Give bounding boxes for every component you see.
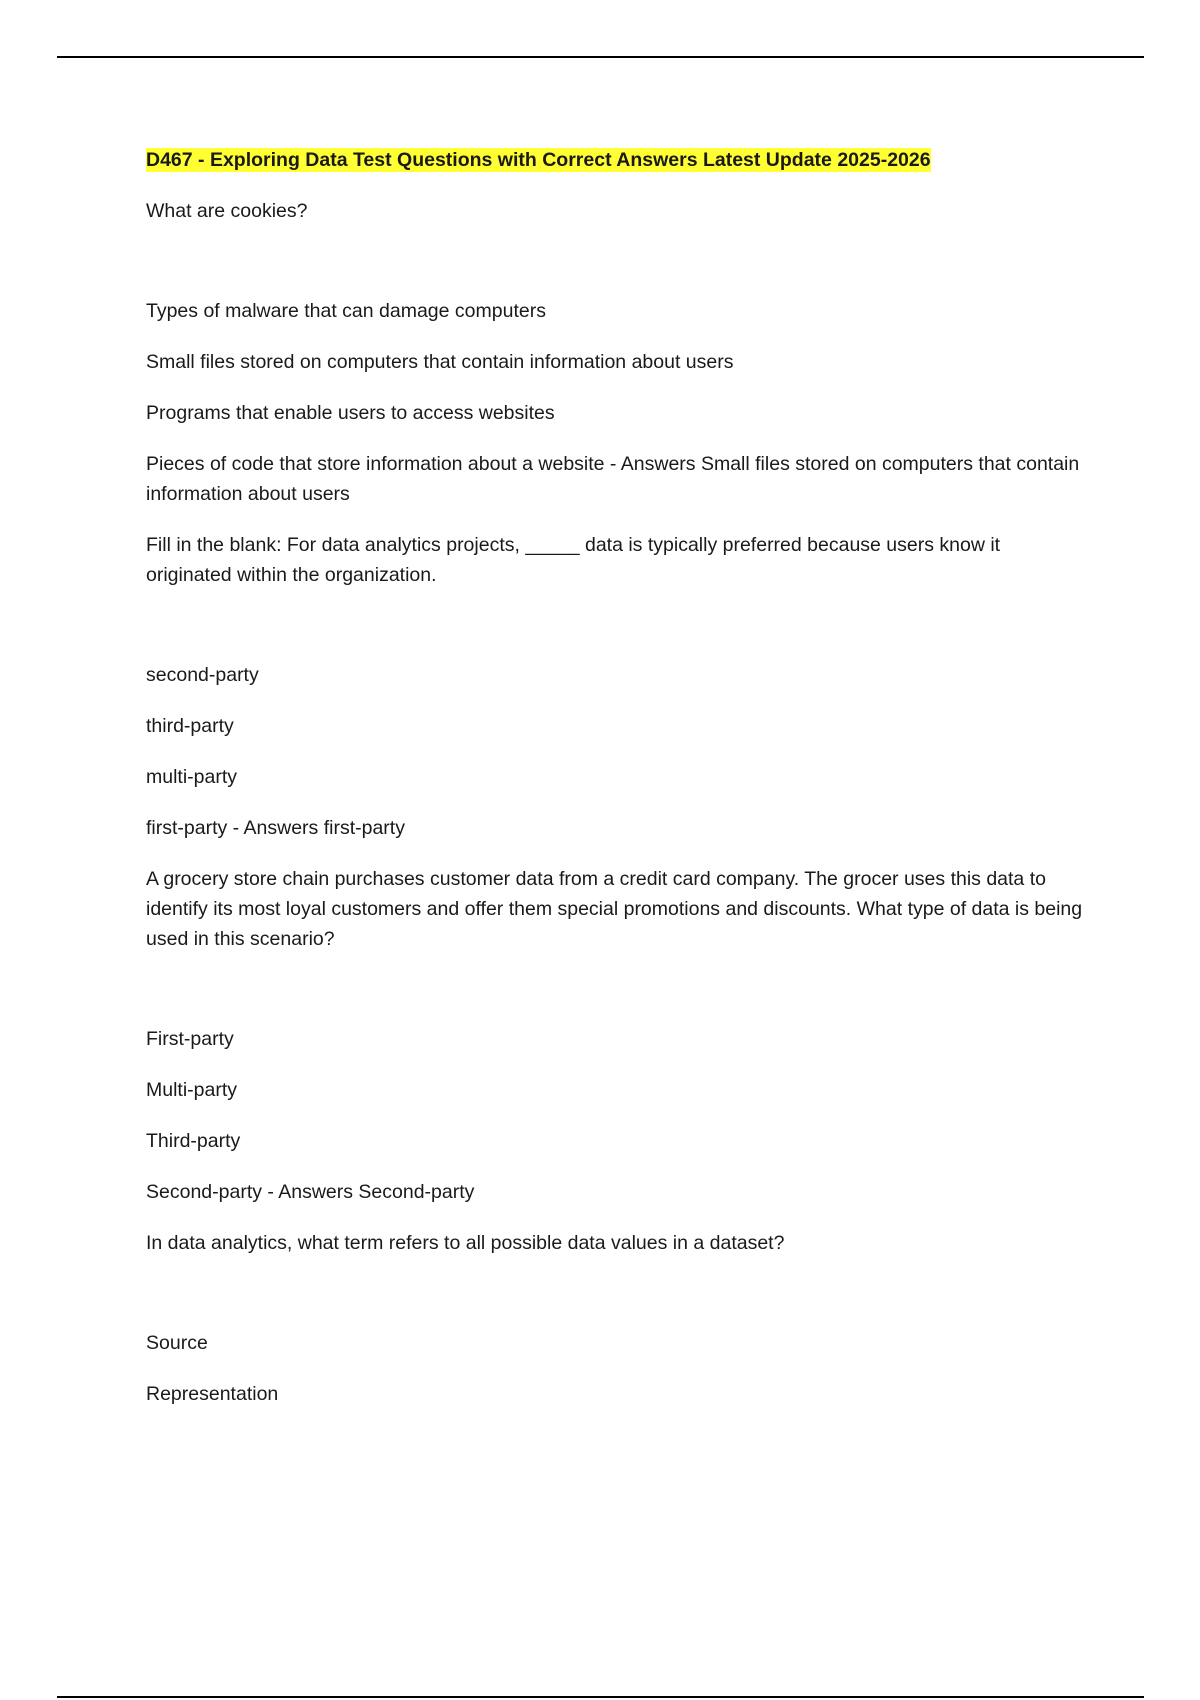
q4-option-1: Source (146, 1332, 208, 1354)
footer-rule (57, 1696, 1144, 1698)
question-3: A grocery store chain purchases customer data from a credit card company. The grocer uses this data to identify its most loyal customers and offer them special promotions and discounts. What type of data is being used in this scenario? (146, 868, 1083, 950)
q3-option-2: Multi-party (146, 1079, 238, 1101)
header-rule (57, 56, 1144, 58)
q2-option-1: second-party (146, 664, 259, 686)
q2-option-3: multi-party (146, 766, 238, 788)
document-title: D467 - Exploring Data Test Questions with Correct Answers Latest Update 2025-2026 (146, 149, 931, 171)
q2-option-4-answer: first-party - Answers first-party (146, 817, 405, 839)
document-title-line (146, 145, 1086, 175)
document-body (146, 145, 1086, 1409)
q2-option-2: third-party (146, 715, 234, 737)
q1-option-2: Small files stored on computers that contain information about users (146, 351, 734, 373)
question-1: What are cookies? (146, 200, 308, 222)
q1-option-3: Programs that enable users to access websites (146, 402, 555, 424)
q3-option-1: First-party (146, 1028, 234, 1050)
q1-option-1: Types of malware that can damage computers (146, 300, 546, 322)
q3-option-3: Third-party (146, 1130, 241, 1152)
q3-option-4-answer: Second-party - Answers Second-party (146, 1181, 475, 1203)
question-4: In data analytics, what term refers to all possible data values in a dataset? (146, 1232, 785, 1254)
q4-option-2: Representation (146, 1383, 279, 1405)
question-2: Fill in the blank: For data analytics projects, _____ data is typically preferred because users know it originated within the organization. (146, 534, 1001, 586)
q1-option-4-answer: Pieces of code that store information about a website - Answers Small files stored on computers that contain information about users (146, 453, 1080, 505)
